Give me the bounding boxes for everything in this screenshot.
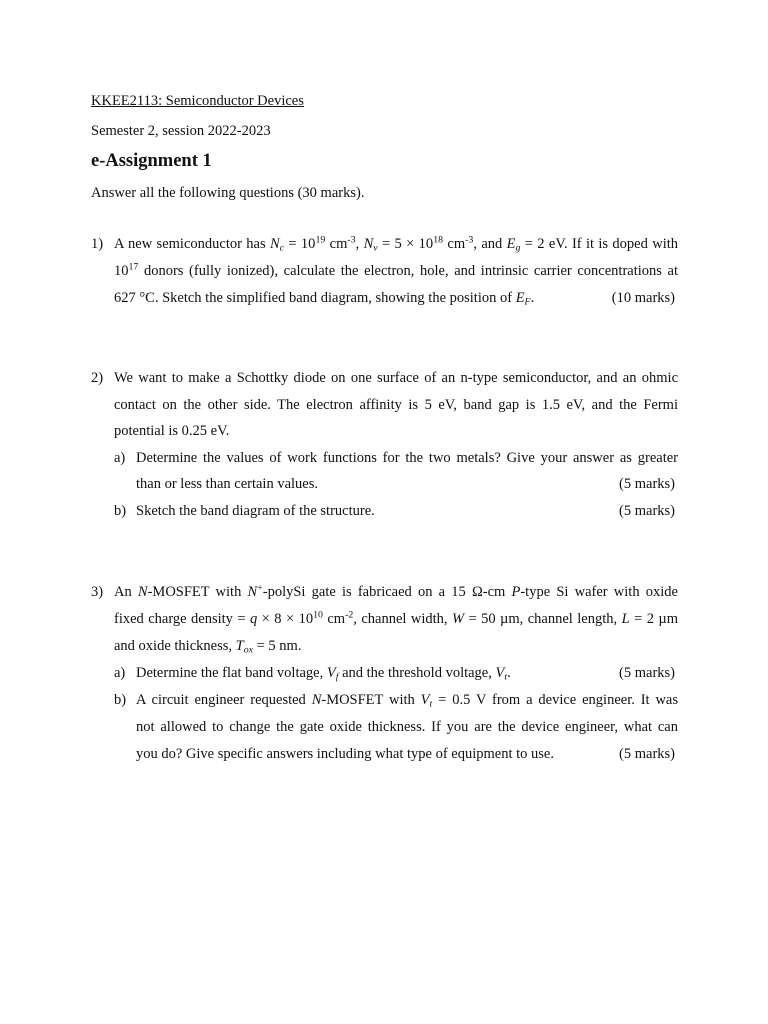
q2a-line-2: than or less than certain values. (136, 476, 318, 492)
q2a-label: a) (114, 450, 126, 466)
q1-line-2: $10^{17}$ donors (fully ionized), calculate the electron, hole, and intrinsic carrier concentrations at (114, 261, 678, 279)
q3b-line-2: not allowed to change the gate oxide thickness. If you are the device engineer, what can (136, 719, 678, 735)
q2a-line-1: Determine the values of work functions for the two metals? Give your answer as greater (136, 450, 678, 466)
q3b-label: b) (114, 692, 127, 708)
q3a-label: a) (114, 665, 126, 681)
q3-number: 3) (91, 584, 104, 600)
q2-line-1: We want to make a Schottky diode on one surface of an n-type semiconductor, and an ohmic (114, 370, 678, 386)
q2-line-2: contact on the other side. The electron affinity is 5 eV, band gap is 1.5 eV, and the Fermi (114, 397, 678, 413)
q2-line-3: potential is 0.25 eV. (114, 423, 230, 439)
q2b-line-1: Sketch the band diagram of the structure. (136, 503, 375, 519)
q1-number: 1) (91, 236, 104, 252)
q1-marks: (10 marks) (611, 290, 675, 306)
q3a-line-1: Determine the flat band voltage, $V_f$ and the threshold voltage, $V_t$. (136, 665, 511, 683)
assignment-title: e-Assignment 1 (91, 151, 212, 171)
q2-number: 2) (91, 370, 104, 386)
q3-line-2: fixed charge density = $q \times 8 \times 10^{10}$ $cm^{-2}$, channel width, W = 50 µm, channel length, L = 2 µm (114, 609, 679, 627)
instructions: Answer all the following questions (30 marks). (91, 185, 365, 201)
q1-line-3: 627 °C. Sketch the simplified band diagram, showing the position of $E_F$. (114, 290, 535, 308)
q1-line-1: A new semiconductor has $N_c = 10^{19}$ $cm^{-3}$, $N_v = 5 \times 10^{18}$ $cm^{-3}$, and $E_g = 2$ eV. If it is doped with (114, 234, 679, 254)
q2b-label: b) (114, 503, 127, 519)
q3b-line-3: you do? Give specific answers including what type of equipment to use. (136, 746, 554, 762)
q3-line-3: and oxide thickness, $T_{ox} = 5$ nm. (114, 638, 302, 656)
semester-line: Semester 2, session 2022-2023 (91, 123, 271, 139)
q2a-marks: (5 marks) (619, 476, 675, 492)
q3-line-1: An N-MOSFET with N+-polySi gate is fabricaed on a 15 Ω-cm P-type Si wafer with oxide (114, 582, 678, 600)
q3b-line-1: A circuit engineer requested N-MOSFET with $V_t = 0.5$ V from a device engineer. It was (136, 692, 679, 710)
q2b-marks: (5 marks) (619, 503, 675, 519)
q3a-marks: (5 marks) (619, 665, 675, 681)
q3b-marks: (5 marks) (619, 746, 675, 762)
course-title: KKEE2113: Semiconductor Devices (91, 93, 304, 109)
